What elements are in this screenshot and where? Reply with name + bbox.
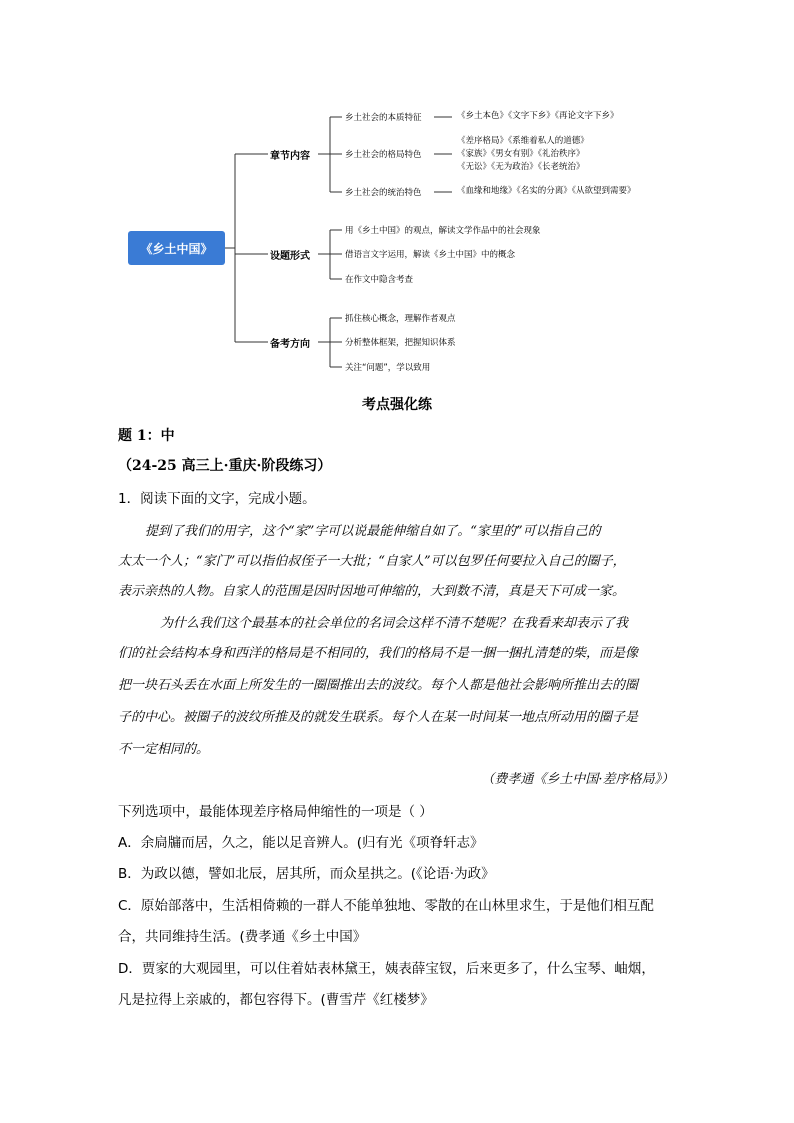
leaf-prep-1: 抓住核心概念，理解作者观点 xyxy=(345,314,456,324)
leaf-prep-2: 分析整体框架，把握知识体系 xyxy=(345,338,456,348)
question-stem: 下列选项中，最能体现差序格局伸缩性的一项是（ ） xyxy=(118,804,433,820)
question-title: 题 1：中 xyxy=(118,428,175,444)
branch-chapter-content: 章节内容 xyxy=(270,151,310,162)
leaf-essential-features: 乡土社会的本质特征 xyxy=(345,113,422,123)
mind-map xyxy=(0,0,794,390)
mind-map-root: 《乡土中国》 xyxy=(128,231,225,265)
detail-governance-chapters: 《血缘和地缘》《名实的分离》《从欲望到需要》 xyxy=(457,186,636,196)
section-title: 考点强化练 xyxy=(362,397,432,413)
leaf-format-1: 用《乡土中国》的观点，解读文学作品中的社会现象 xyxy=(345,226,541,236)
option-b: B．为政以德，譬如北辰，居其所，而众星拱之。(《论语·为政》 xyxy=(118,866,495,882)
option-d: D．贾家的大观园里，可以住着姑表林黛王，姨表薛宝钗，后来更多了，什么宝琴、岫烟， xyxy=(118,961,655,977)
leaf-prep-3: 关注“问题”，学以致用 xyxy=(345,363,431,373)
leaf-format-3: 在作文中隐含考查 xyxy=(345,275,414,285)
question-source: （24-25 高三上·重庆·阶段练习） xyxy=(118,458,332,474)
passage-citation: （费孝通《乡土中国·差序格局》） xyxy=(481,772,674,787)
passage-line: 不一定相同的。 xyxy=(118,742,210,757)
option-c: C．原始部落中，生活相倚赖的一群人不能单独地、零散的在山林里求生，于是他们相互配 xyxy=(118,898,654,914)
passage-line: 表示亲热的人物。自家人的范围是因时因地可伸缩的，大到数不清，真是天下可成一家。 xyxy=(118,584,626,599)
branch-question-format: 设题形式 xyxy=(270,251,310,262)
detail-pattern-chapters-1: 《差序格局》《系维着私人的道德》 xyxy=(457,136,589,146)
leaf-format-2: 借语言文字运用，解读《乡土中国》中的概念 xyxy=(345,250,516,260)
passage-line: 子的中心。被圈子的波纹所推及的就发生联系。每个人在某一时间某一地点所动用的圈子是 xyxy=(118,710,639,725)
detail-essential-chapters: 《乡土本色》《文字下乡》《再论文字下乡》 xyxy=(457,111,619,121)
leaf-governance-features: 乡土社会的统治特色 xyxy=(345,188,422,198)
leaf-pattern-features: 乡土社会的格局特色 xyxy=(345,150,422,160)
passage-line: 为什么我们这个最基本的社会单位的名词会这样不清不楚呢？在我看来却表示了我 xyxy=(160,616,629,631)
passage-line: 太太一个人；“家门”可以指伯叔侄子一大批；“自家人”可以包罗任何要拉入自己的圈子， xyxy=(118,554,626,569)
option-d-continued: 凡是拉得上亲戚的，都包容得下。(曹雪芹《红楼梦》 xyxy=(118,992,434,1008)
option-a: A．余扃牖而居，久之，能以足音辨人。(归有光《项脊轩志》 xyxy=(118,835,484,851)
passage-line: 把一块石头丢在水面上所发生的一圈圈推出去的波纹。每个人都是他社会影响所推出去的圈 xyxy=(118,678,639,693)
option-c-continued: 合，共同维持生活。(费孝通《乡土中国》 xyxy=(118,929,367,945)
question-instruction: 1．阅读下面的文字，完成小题。 xyxy=(118,491,316,507)
detail-pattern-chapters-2: 《家族》《男女有别》《礼治秩序》 xyxy=(457,149,585,159)
detail-pattern-chapters-3: 《无讼》《无为政治》《长老统治》 xyxy=(457,162,585,172)
passage-line: 们的社会结构本身和西洋的格局是不相同的，我们的格局不是一捆一捆扎清楚的柴，而是像 xyxy=(118,646,639,661)
passage-line: 提到了我们的用字，这个“家”字可以说最能伸缩自如了。“家里的”可以指自己的 xyxy=(145,524,601,539)
branch-prep-direction: 备考方向 xyxy=(270,339,310,350)
